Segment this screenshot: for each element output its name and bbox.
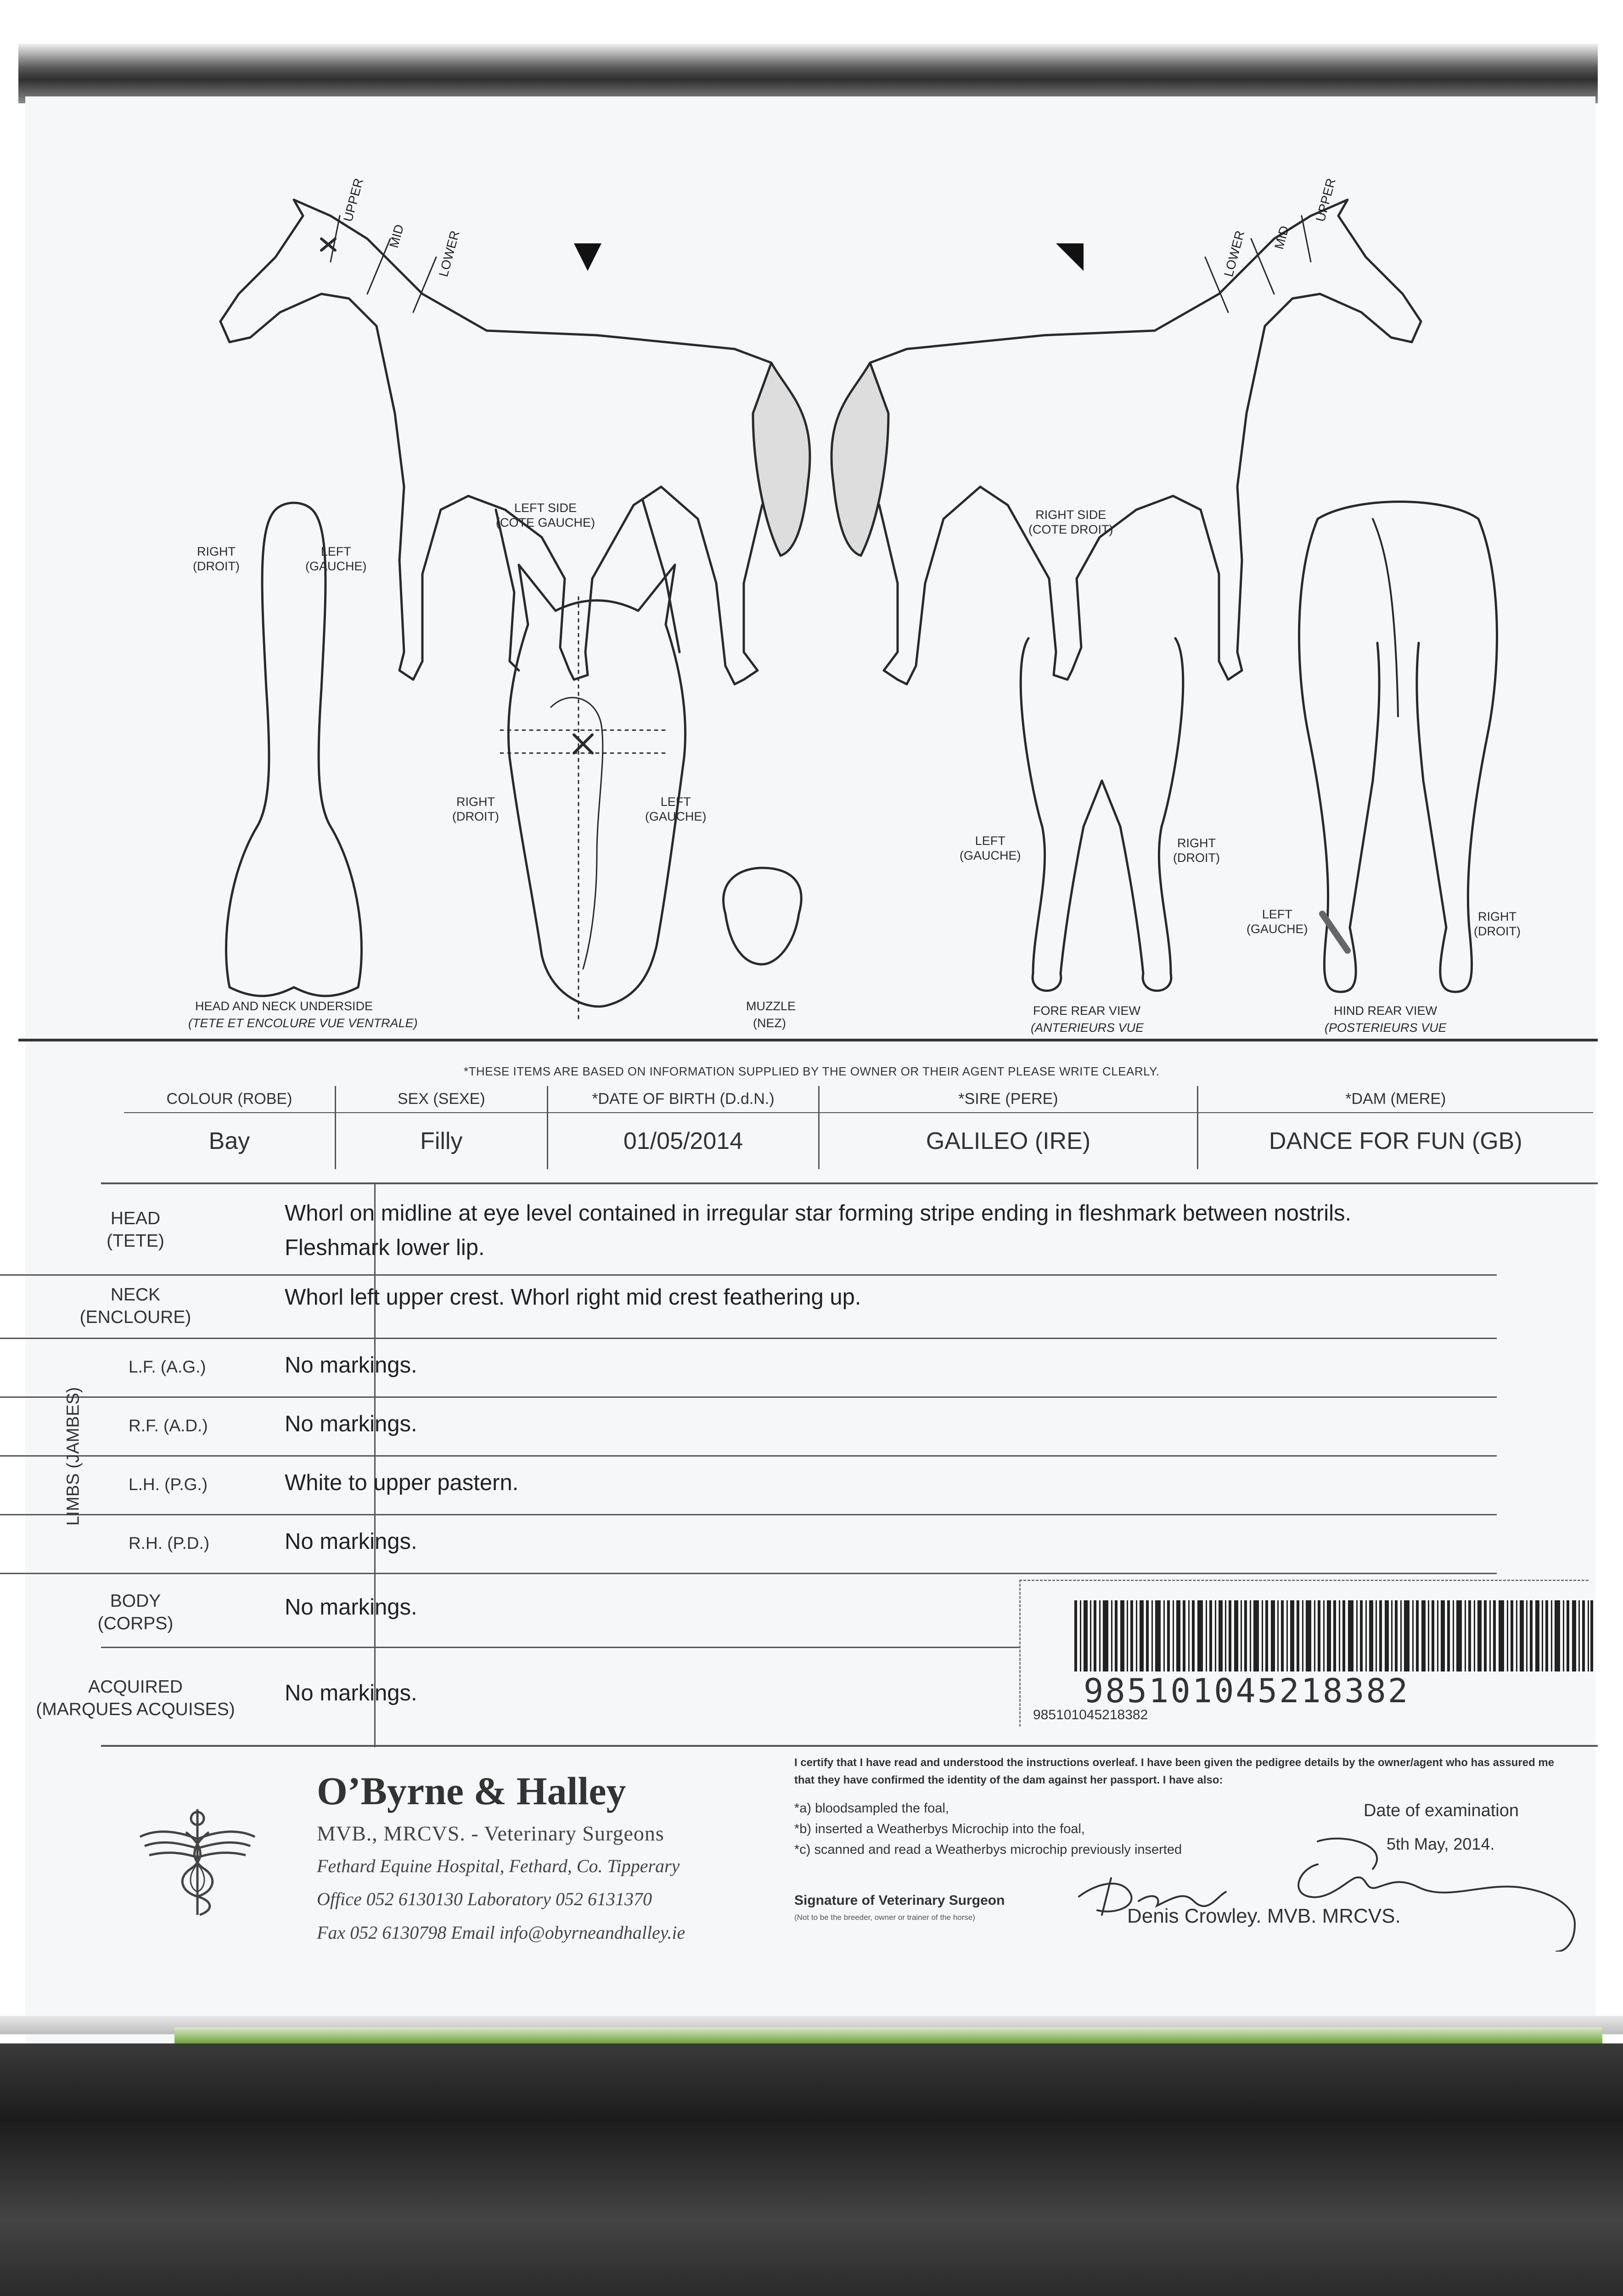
- practice-office-phone: Office 052 6130130 Laboratory 052 6131370: [317, 1889, 652, 1909]
- fore-rear-view-drawing: [1021, 638, 1183, 991]
- sex-header: SEX (SEXE): [335, 1086, 547, 1113]
- neck-label: NECK (ENCLOURE): [79, 1285, 191, 1327]
- head-neck-underside-drawing: [226, 503, 362, 996]
- limb-row-lh: [0, 1457, 1497, 1515]
- neck-zone-upper-left: UPPER: [341, 176, 366, 224]
- section-divider: [18, 1039, 1598, 1041]
- muzzle-caption: MUZZLE: [746, 999, 796, 1013]
- neck-zone-mid-left: MID: [387, 223, 407, 250]
- right-side-label: RIGHT SIDE (COTE DROIT): [1028, 508, 1113, 537]
- scan-bottom-edge: [0, 2043, 1623, 2296]
- acquired-label: ACQUIRED (MARQUES ACQUISES): [36, 1677, 235, 1719]
- fore-caption-fr: (ANTERIEURS VUE: [1031, 1021, 1144, 1035]
- head-text-line-1: Whorl on midline at eye level contained in irregular star forming stripe ending in fleshmark between nostrils.: [285, 1201, 1352, 1226]
- limb-text-lh: White to upper pastern.: [285, 1470, 519, 1495]
- sex-value: Filly: [335, 1113, 547, 1169]
- caduceus-logo-icon: [131, 1805, 264, 1919]
- left-side-label: LEFT SIDE (COTE GAUCHE): [496, 501, 595, 530]
- limb-text-rh: No markings.: [285, 1529, 417, 1554]
- practice-address: Fethard Equine Hospital, Fethard, Co. Tipperary: [317, 1856, 680, 1876]
- sire-value: GALILEO (IRE): [819, 1113, 1197, 1169]
- limb-text-rf: No markings.: [285, 1412, 417, 1436]
- body-text: No markings.: [285, 1595, 417, 1620]
- underside-right-label: RIGHT (DROIT): [193, 545, 240, 574]
- horse-diagram: [0, 0, 1623, 1056]
- head-front-drawing: [500, 565, 685, 1019]
- limb-label-lh: L.H. (P.G.): [129, 1475, 208, 1494]
- body-label: BODY (CORPS): [97, 1591, 174, 1633]
- limb-text-lf: No markings.: [285, 1353, 417, 1378]
- exam-date-label: Date of examination: [1364, 1801, 1519, 1820]
- neck-zone-lower-right: LOWER: [1221, 229, 1247, 279]
- practice-fax-email: Fax 052 6130798 Email info@obyrneandhalley.ie: [317, 1922, 685, 1943]
- hind-caption: HIND REAR VIEW: [1334, 1004, 1438, 1018]
- microchip-barcode-label: [1019, 1580, 1589, 1727]
- microchip-number: 985101045218382: [1084, 1671, 1410, 1710]
- fore-left-label: LEFT (GAUCHE): [960, 834, 1021, 863]
- underside-left-label: LEFT (GAUCHE): [305, 545, 367, 574]
- hind-rear-view-drawing: [1299, 502, 1497, 992]
- practice-name: O’Byrne & Halley: [317, 1769, 626, 1813]
- cert-item-a: *a) bloodsampled the foal,: [794, 1801, 949, 1816]
- microchip-number-small: 985101045218382: [1033, 1707, 1148, 1722]
- hind-caption-fr: (POSTERIEURS VUE: [1325, 1021, 1447, 1035]
- practice-qualifications: MVB., MRCVS. - Veterinary Surgeons: [317, 1822, 664, 1845]
- head-left-label: LEFT (GAUCHE): [645, 795, 707, 824]
- exam-date-value: 5th May, 2014.: [1387, 1835, 1495, 1853]
- neck-row: [0, 1276, 1497, 1339]
- sire-header: *SIRE (PERE): [819, 1086, 1197, 1113]
- markings-bottom-rule: [101, 1745, 1598, 1747]
- dob-value: 01/05/2014: [547, 1113, 819, 1169]
- colour-value: Bay: [124, 1113, 335, 1169]
- limb-label-rf: R.F. (A.D.): [129, 1416, 208, 1435]
- right-side-horse-drawing: [831, 200, 1421, 684]
- underside-caption-fr: (TETE ET ENCOLURE VUE VENTRALE): [188, 1016, 418, 1030]
- head-label: HEAD (TETE): [107, 1209, 164, 1251]
- dam-value: DANCE FOR FUN (GB): [1269, 1128, 1522, 1154]
- limb-row-rf: [0, 1398, 1497, 1457]
- handwritten-signature: [1070, 1828, 1598, 1952]
- barcode-icon: [1074, 1600, 1593, 1671]
- limb-label-rh: R.H. (P.D.): [129, 1534, 210, 1553]
- veterinary-surgeon-name: Denis Crowley. MVB. MRCVS.: [1127, 1905, 1401, 1927]
- head-row: [0, 1182, 1497, 1276]
- muzzle-caption-fr: (NEZ): [753, 1016, 786, 1030]
- muzzle-drawing: [723, 868, 801, 964]
- colour-header: COLOUR (ROBE): [124, 1086, 335, 1113]
- limbs-group-label: LIMBS (JAMBES): [63, 1387, 83, 1526]
- identity-table: [124, 1086, 1593, 1169]
- neck-zone-lower-left: LOWER: [436, 229, 462, 279]
- neck-zone-upper-right: UPPER: [1313, 176, 1338, 224]
- fore-right-label: RIGHT (DROIT): [1173, 836, 1220, 865]
- left-side-horse-drawing: [220, 200, 810, 684]
- limb-row-rh: [0, 1515, 1497, 1574]
- fore-caption: FORE REAR VIEW: [1033, 1004, 1141, 1018]
- limb-row-lf: [0, 1339, 1497, 1398]
- dam-header: *DAM (MERE): [1197, 1086, 1593, 1113]
- limb-label-lf: L.F. (A.G.): [129, 1357, 206, 1376]
- body-row-rule: [101, 1647, 1019, 1648]
- head-text-line-2: Fleshmark lower lip.: [285, 1235, 485, 1260]
- acquired-text: No markings.: [285, 1681, 417, 1705]
- neck-text: Whorl left upper crest. Whorl right mid crest feathering up.: [285, 1285, 861, 1310]
- dob-header: *DATE OF BIRTH (D.d.N.): [547, 1086, 819, 1113]
- body-row: [0, 1574, 918, 1645]
- hind-right-label: RIGHT (DROIT): [1474, 910, 1521, 939]
- information-notice: *THESE ITEMS ARE BASED ON INFORMATION SUPPLIED BY THE OWNER OR THEIR AGENT PLEASE WRITE CLEARLY.: [464, 1064, 1160, 1078]
- acquired-row: [0, 1649, 918, 1745]
- neck-zone-mid-right: MID: [1272, 224, 1292, 251]
- cert-item-b: *b) inserted a Weatherbys Microchip into the foal,: [794, 1822, 1085, 1836]
- signature-label: Signature of Veterinary Surgeon: [794, 1893, 1005, 1908]
- certification-statement: I certify that I have read and understood the instructions overleaf. I have been given the pedigree details by the owner/agent who has assured me that they have confirmed the identity of the dam against her passport. I have also:: [794, 1756, 1555, 1787]
- label-top-edge: [1019, 1580, 1589, 1582]
- head-right-label: RIGHT (DROIT): [452, 795, 499, 824]
- signature-note: (Not to be the breeder, owner or trainer of the horse): [794, 1913, 976, 1922]
- cert-item-c: *c) scanned and read a Weatherbys microchip previously inserted: [794, 1842, 1182, 1857]
- hind-left-label: LEFT (GAUCHE): [1247, 907, 1308, 936]
- underside-caption: HEAD AND NECK UNDERSIDE: [195, 999, 373, 1013]
- label-left-edge: [1019, 1580, 1022, 1727]
